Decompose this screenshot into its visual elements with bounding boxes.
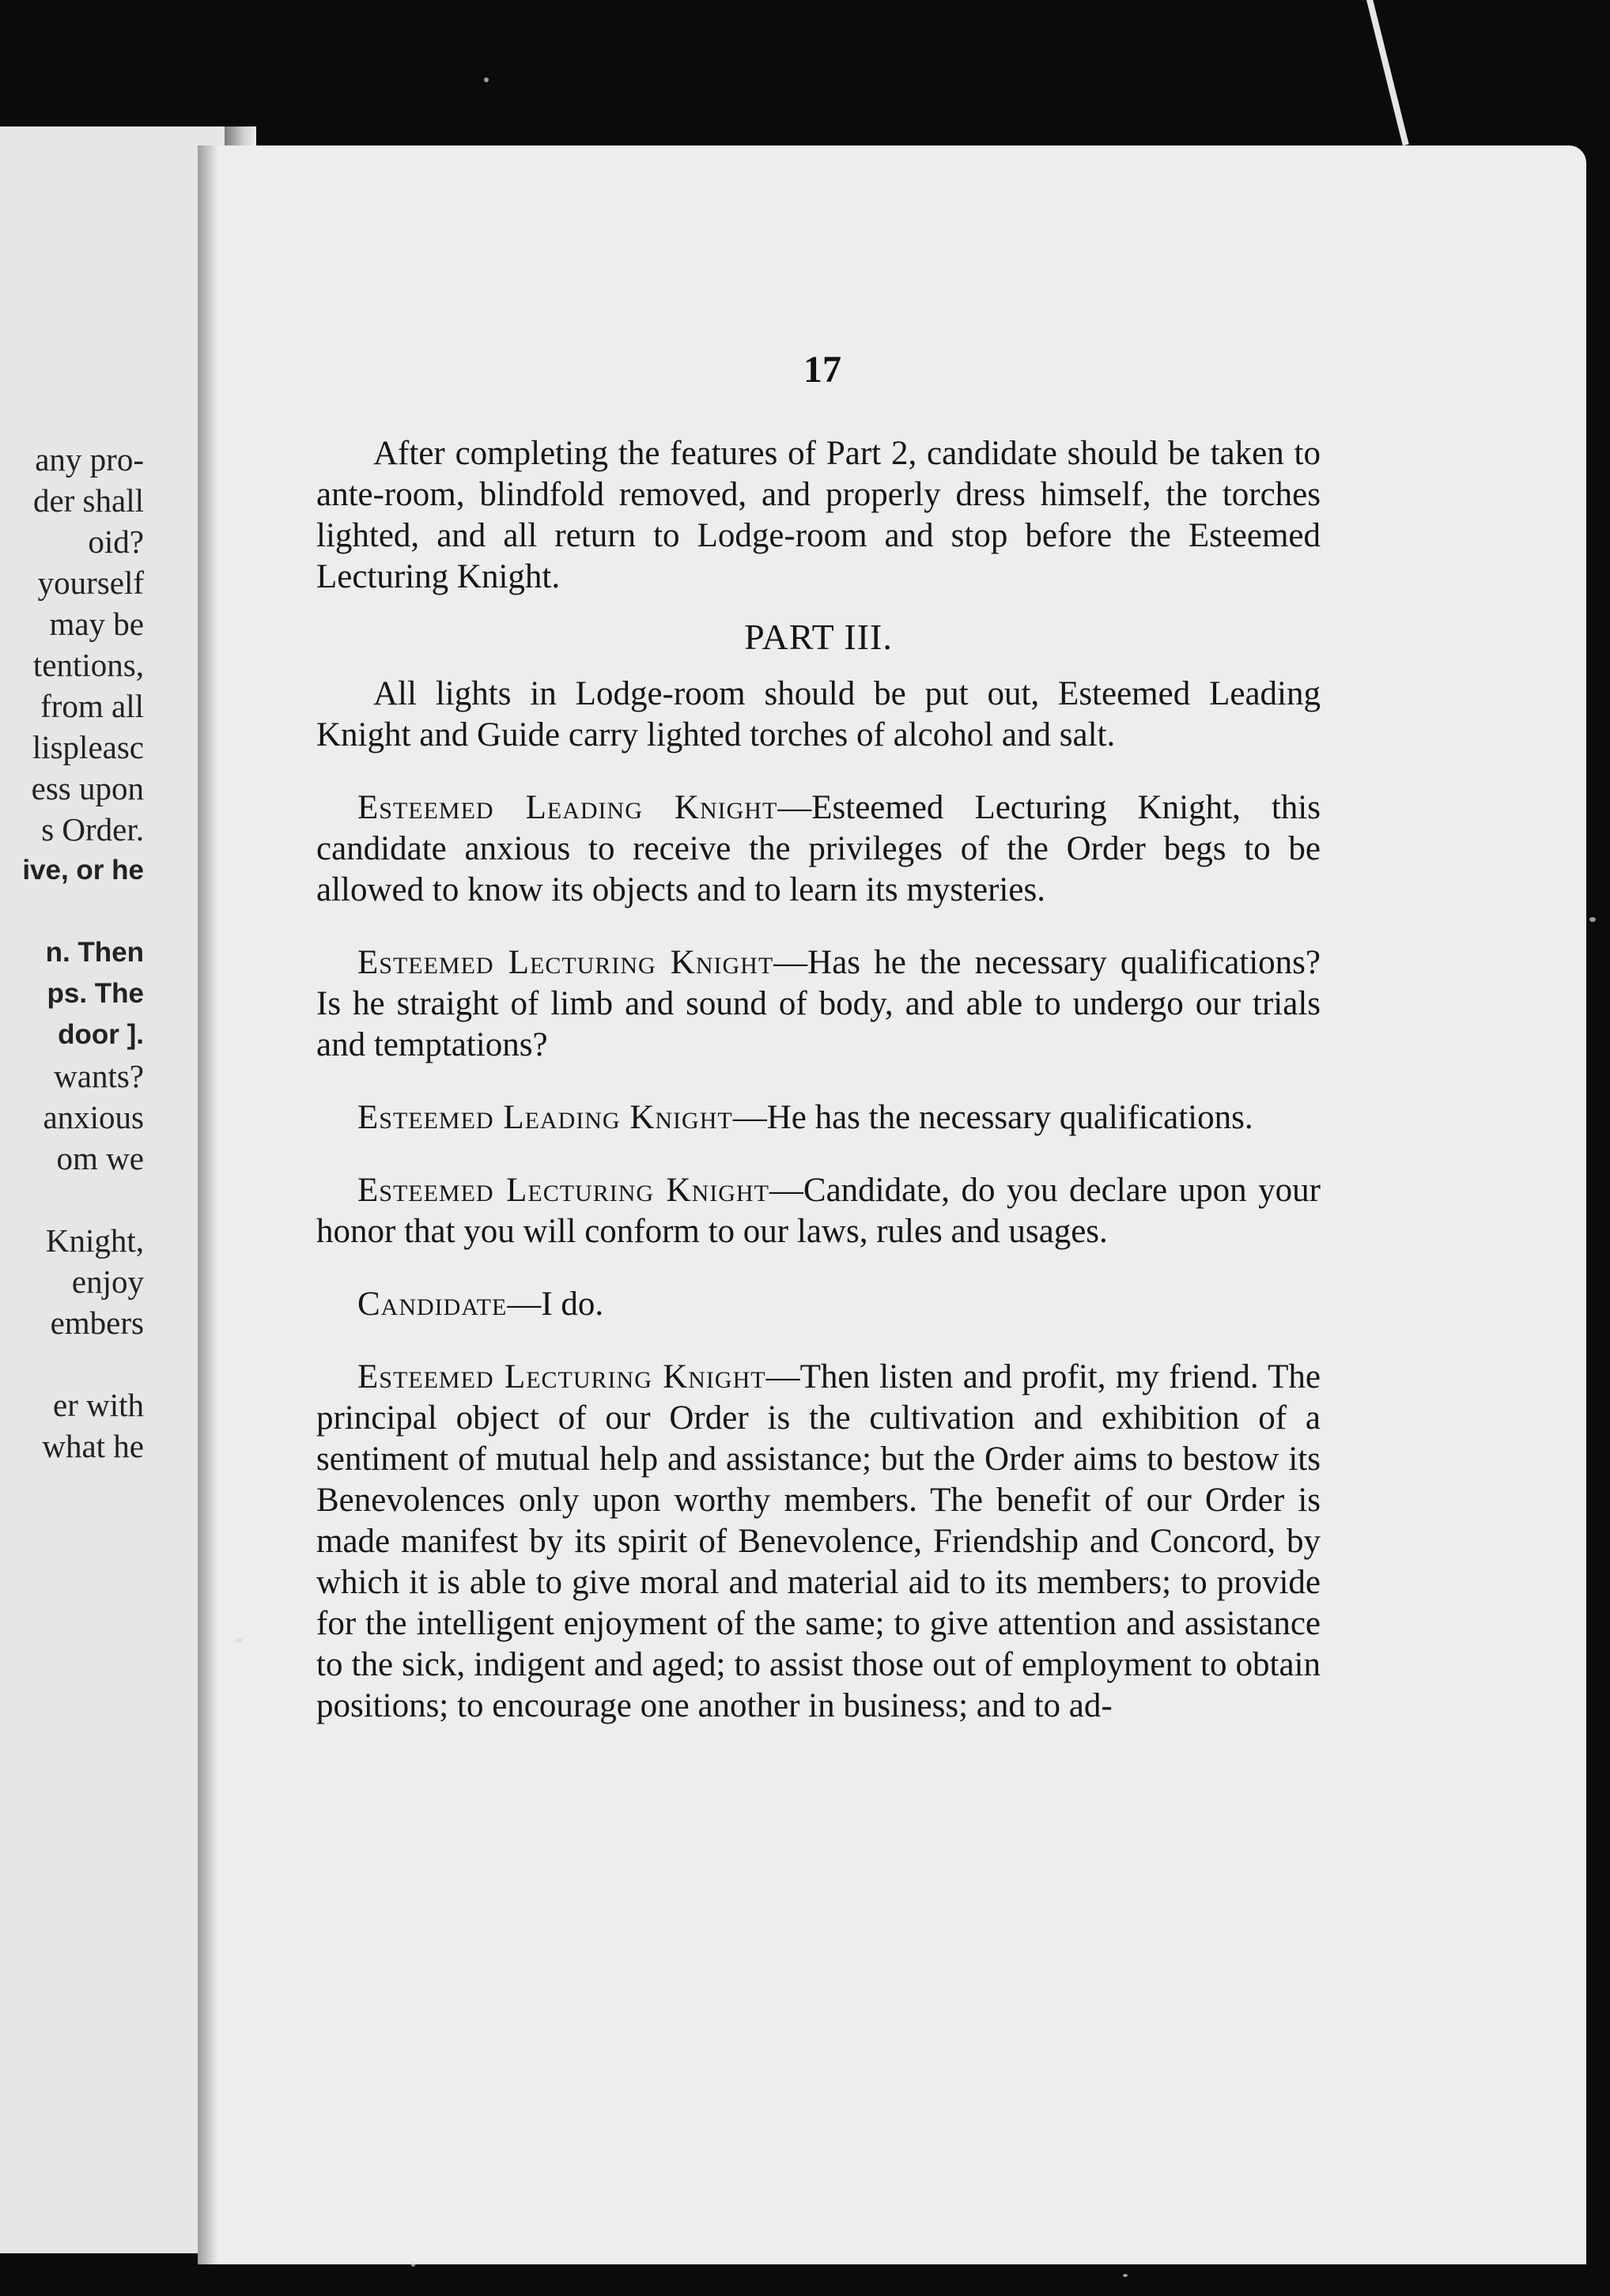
dust-speck xyxy=(411,2263,415,2267)
speaker-name: Esteemed Leading Knight xyxy=(357,1099,733,1136)
intro-paragraph: After completing the features of Part 2, candidate should be taken to ante-room, blindfold removed, and properly dress himself, the torches lighted, and all return to Lodge-room and stop before the Esteemed Lecturing Knight. xyxy=(316,435,1321,595)
dialogue-line xyxy=(316,1357,1321,1727)
left-page-fragment: ess upon xyxy=(31,770,144,806)
speaker-separator: — xyxy=(507,1286,542,1323)
spoken-text: He has the necessary qualifications. xyxy=(766,1099,1253,1136)
dialogue-line xyxy=(316,1284,1321,1325)
left-page-fragment: wants? xyxy=(54,1058,144,1094)
speaker-separator: — xyxy=(769,1172,803,1209)
dust-speck xyxy=(1589,917,1596,922)
dialogue xyxy=(316,787,1321,1727)
spoken-text: Has he the necessary qualifications? Is he straight of limb and sound of body, and able to undergo our trials and temptations? xyxy=(316,944,1321,1063)
speaker-name: Esteemed Leading Knight xyxy=(357,789,778,826)
speaker-name: Esteemed Lecturing Knight xyxy=(357,1172,769,1209)
left-page-fragment: may be xyxy=(49,606,144,642)
page-shadow xyxy=(198,145,218,2264)
page-body xyxy=(316,433,1321,1727)
left-page-fragment: door ]. xyxy=(58,1019,144,1050)
left-page-fragment: tentions, xyxy=(32,647,144,683)
speaker-separator: — xyxy=(732,1099,767,1136)
left-page-fragment: Knight, xyxy=(45,1222,144,1259)
spoken-text: Then listen and profit, my friend. The principal object of our Order is the cultivation and exhibition of a sentiment of mutual help and assistance; but the Order aims to bestow its Benevolences only upon worthy members. The benefit of our Order is made manifest by its spirit of Benevolence, Friendship and Concord, by which it is able to give moral and material aid to its members; to provide for the intelligent enjoyment of the same; to give attention and assistance to the sick, indigent and aged; to assist those out of employment to obtain positions; to encourage one another in business; and to ad- xyxy=(316,1358,1321,1724)
part-heading: PART III. xyxy=(744,617,893,657)
dialogue-line xyxy=(316,1097,1321,1139)
left-page-fragment: n. Then xyxy=(45,937,144,968)
spoken-text: Candidate, do you declare upon your honor that you will conform to our laws, rules and usages. xyxy=(316,1172,1321,1250)
left-page-fragment: embers xyxy=(50,1305,144,1341)
dust-speck xyxy=(484,77,489,82)
left-page-fragment: what he xyxy=(42,1428,144,1464)
dialogue-line xyxy=(316,1170,1321,1252)
left-page-fragment: ps. The xyxy=(47,978,144,1009)
left-page-fragment: ive, or he xyxy=(22,855,144,886)
speaker-separator: — xyxy=(777,789,812,826)
spoken-text: Esteemed Lecturing Knight, this candidate anxious to receive the privileges of the Order begs to be allowed to know its objects and to learn its mysteries. xyxy=(316,789,1321,908)
left-page-fragment: lispleasc xyxy=(32,729,144,765)
part-intro-paragraph: All lights in Lodge-room should be put out, Esteemed Leading Knight and Guide carry lighted torches of alcohol and salt. xyxy=(316,675,1321,753)
left-page-fragment: s Order. xyxy=(41,811,144,848)
dialogue-line xyxy=(316,942,1321,1066)
page-corner-edge xyxy=(1366,0,1409,145)
speaker-name: Esteemed Lecturing Knight xyxy=(357,1358,766,1395)
left-page-fragment: yourself xyxy=(37,565,144,601)
left-page-fragment: enjoy xyxy=(71,1263,144,1300)
left-page-fragment: om we xyxy=(56,1140,144,1176)
speaker-separator: — xyxy=(765,1358,800,1395)
left-page-fragment: from all xyxy=(40,688,144,724)
left-page-fragment: oid? xyxy=(88,523,144,560)
dust-speck xyxy=(236,1638,243,1643)
left-page-fragment: any pro- xyxy=(35,441,144,478)
dialogue-line xyxy=(316,787,1321,911)
speaker-name: Esteemed Lecturing Knight xyxy=(357,944,774,981)
left-page-fragment: anxious xyxy=(43,1099,144,1135)
left-page-fragment: der shall xyxy=(32,482,144,519)
speaker-separator: — xyxy=(773,944,808,981)
page-number: 17 xyxy=(803,349,841,391)
dust-speck xyxy=(1123,2274,1128,2277)
speaker-name: Candidate xyxy=(357,1286,508,1323)
spoken-text: I do. xyxy=(541,1286,604,1323)
left-page-fragment: er with xyxy=(53,1387,144,1423)
